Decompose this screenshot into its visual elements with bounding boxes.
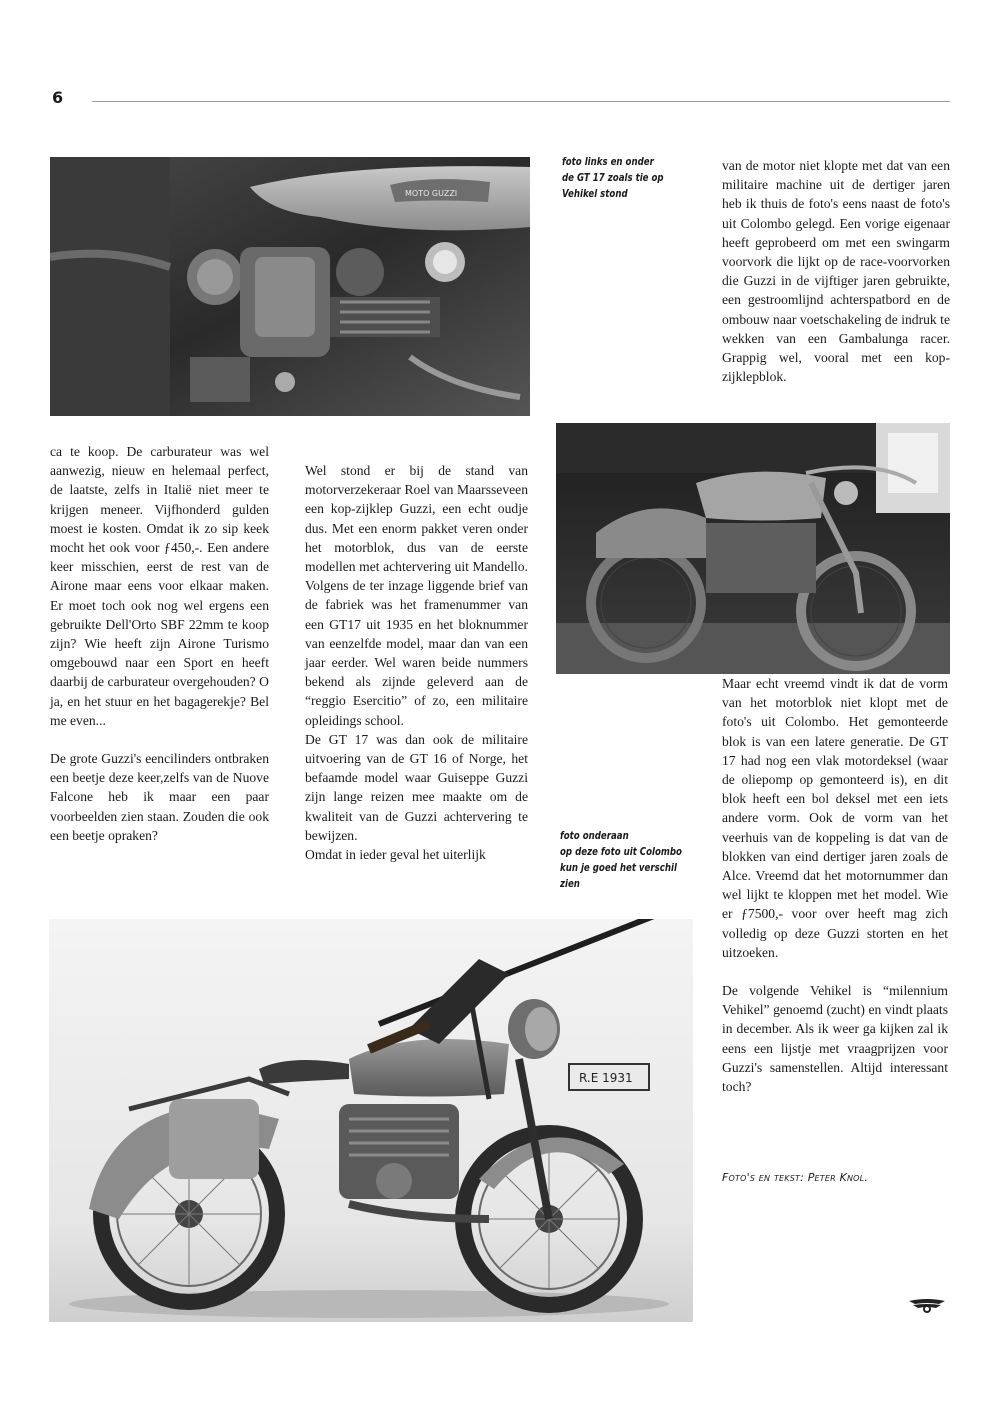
caption-top-line-3: Vehikel stond bbox=[562, 188, 628, 200]
paragraph: Omdat in ieder geval het uiterlijk bbox=[305, 847, 486, 863]
caption-bottom-line-4: zien bbox=[560, 878, 580, 890]
header-rule bbox=[92, 101, 950, 102]
paragraph: van de motor niet klopte met dat van een militaire machine uit de dertiger jaren heb ik thuis de foto's eens naast de foto's uit Colombo gelegd. Een vorige eigenaar heeft geprobeerd om met een swingarm voorvork die lijkt op de race-voorvorken die Guzzi in de vijftiger jaren gebruikte, een gestroomlijnd achterspatbord en de ombouw naar voetschakeling de indruk te wekken van een Gambalunga racer. Grappig wel, vooral met een kop-zijklepblok. bbox=[722, 158, 950, 385]
paragraph: ca te koop. De carburateur was wel aanwezig, nieuw en helemaal perfect, de laatste, zelfs in Italië niet meer te krijgen meneer. Vijfhonderd gulden moest ie kosten. Omdat ik zo sip keek mocht het ook voor ƒ450,-. Een andere keer misschien, eerst de rest van de Airone maar eens voor elkaar maken. Er moet toch ook nog wel ergens een gebruikte Dell'Orto SBF 22mm te koop zijn? Wie heeft zijn Airone Turismo omgebouwd naar een Sport en heeft daarbij de carburateur overgehouden? O ja, en het stuur en het bagagerekje? Bel me even... bbox=[50, 444, 269, 728]
caption-bottom-line-3: kun je goed het verschil bbox=[560, 862, 677, 874]
number-plate-text: R.E 1931 bbox=[579, 1071, 633, 1085]
photo-motorcycle-at-stand bbox=[556, 423, 950, 674]
caption-top-line-2: de GT 17 zoals tie op bbox=[562, 172, 664, 184]
paragraph: De grote Guzzi's eencilinders ontbraken een beetje deze keer,zelfs van de Nuove Falcone heb ik maar een paar voorbeelden zien staan. Zouden die ook een beetje opraken? bbox=[50, 751, 269, 843]
column-middle bbox=[305, 461, 528, 864]
photo-military-motorcycle bbox=[49, 919, 693, 1322]
column-left bbox=[50, 442, 269, 845]
caption-bottom-line-1: foto onderaan bbox=[560, 830, 629, 842]
caption-top bbox=[562, 154, 664, 202]
caption-bottom bbox=[560, 828, 682, 892]
column-right bbox=[722, 674, 948, 1096]
credit-text: Foto's en tekst: Peter Knol. bbox=[722, 1171, 869, 1184]
paragraph: Wel stond er bij de stand van motorverzekeraar Roel van Maarsseveen een kop-zijklep Guzzi, een echt oudje dus. Met een enorm pakket veren onder het motorblok, dus van de eerste modellen met achtervering uit Mandello. Volgens de ter inzage liggende brief van de fabriek was het framenummer van een GT17 uit 1935 en het bloknummer van eenzelfde model, maar dan van een jaar eerder. Wel waren beide nummers bekend als zijnde geleverd aan de “reggio Esercitio” of zo, een militaire opleidings school. bbox=[305, 463, 528, 728]
column-top-right bbox=[722, 156, 950, 386]
paragraph: Maar echt vreemd vindt ik dat de vorm van het motorblok niet klopt met de foto's uit Colombo. Het gemonteerde blok is van een latere generatie. De GT 17 had nog een vlak motordeksel (waar de oliepomp op gemonteerd is), en dit blok heeft een bol deksel met een iets andere vorm. Ook de vorm van het veerhuis van de koppeling is dat van de blokken van eind dertiger jaren zoals de Alce. Vreemd dat het motornummer dan wel lijkt te kloppen met het model. Wie er ƒ7500,- voor over heeft mag zich volledig op deze Guzzi storten en het uitzoeken. bbox=[722, 676, 948, 960]
paragraph: De GT 17 was dan ook de militaire uitvoering van de GT 16 of Norge, het befaamde model waar Guiseppe Guzzi zijn lange reizen mee maakte om de kwaliteit van de Guzzi achtervering te bewijzen. bbox=[305, 731, 528, 843]
page-number: 6 bbox=[52, 88, 64, 107]
photo-credit bbox=[722, 1171, 868, 1184]
wing-logo-icon bbox=[909, 1298, 945, 1314]
paragraph: De volgende Vehikel is “milennium Vehikel” genoemd (zucht) en vindt plaats in december. Als ik weer ga kijken zal ik eens een lijstje met vraagprijzen voor Guzzi's samenstellen. Altijd interessant toch? bbox=[722, 983, 948, 1095]
tank-badge-text: MOTO GUZZI bbox=[405, 189, 458, 198]
caption-top-line-1: foto links en onder bbox=[562, 156, 654, 168]
caption-bottom-line-2: op deze foto uit Colombo bbox=[560, 846, 682, 858]
photo-engine-closeup bbox=[50, 157, 530, 416]
